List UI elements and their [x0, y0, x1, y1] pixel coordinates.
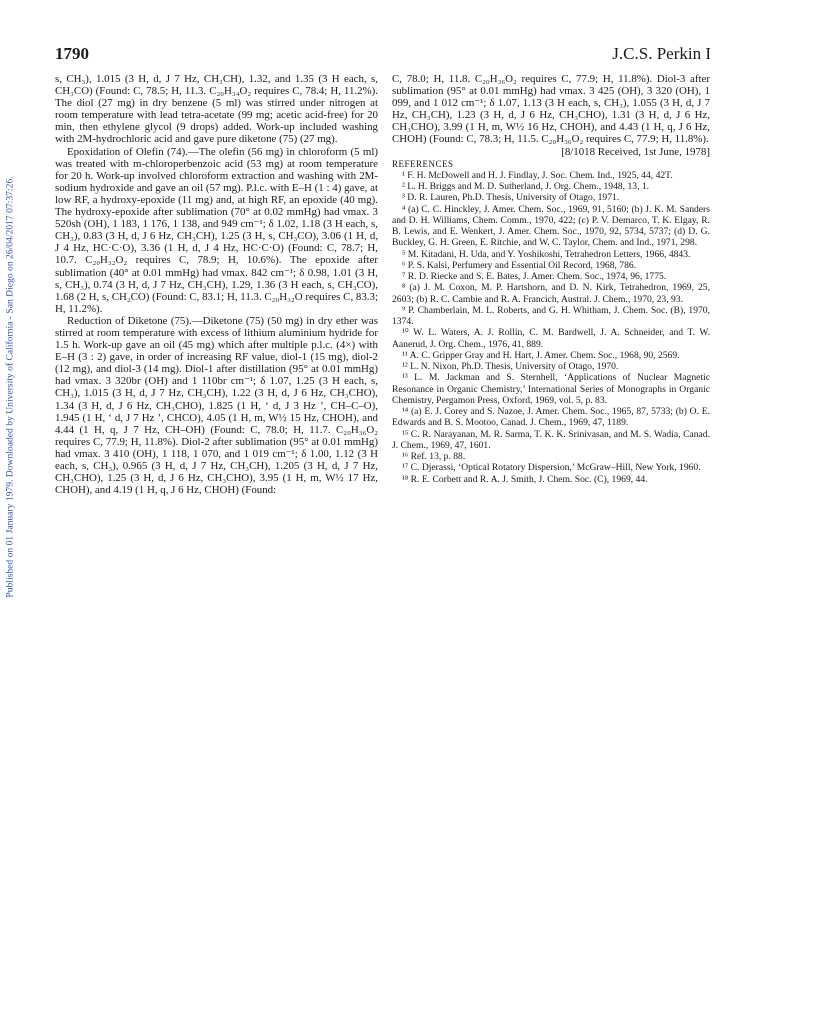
reference-list	[392, 170, 710, 485]
reference-item: ³ D. R. Lauren, Ph.D. Thesis, University of Otago, 1971.	[402, 192, 620, 204]
references-heading: REFERENCES	[392, 158, 454, 169]
paragraph-epoxidation: Epoxidation of Olefin (74).—The olefin (56 mg) in chloroform (5 ml) was treated with m-chloroperbenzoic acid (53 mg) at room temperature for 20 h. Work-up involved chloroform extraction and washing with 2M-sodium hydroxide and gave an oil (57 mg). P.l.c. with E–H (1 : 4) gave, at low RF, a hydroxy-epoxide (11 mg) and, at high RF, an epoxide (40 mg). The hydroxy-epoxide after sublimation (70° at 0.02 mmHg) had νmax. 3 520sh (OH), 1 183, 1 176, 1 138, and 949 cm⁻¹; δ 1.02, 1.18 (3 H each, s, CH₃), 0.83 (3 H, d, J 6 Hz, CH₃CH), 1.25 (3 H, s, CH₃CO), 3.06 (1 H, d, J 4 Hz, HC·C·O), 3.36 (1 H, d, J 4 Hz, HC·C·O) (Found: C, 78.7; H, 10.7. C₂₀H₃₂O₂ requires C, 78.9; H, 10.6%). The epoxide after sublimation (40° at 0.01 mmHg) had νmax. 842 cm⁻¹; δ 0.98, 1.01 (3 H, s, CH₃), 0.74 (3 H, d, J 7 Hz, CH₃CH), 1.29, 1.36 (3 H each, s, CH₃CO), 1.68 (2 H, s, CH₂CO) (Found: C, 83.1; H, 11.3. C₂₀H₃₂O requires C, 83.3; H, 11.2%).	[55, 145, 378, 315]
reference-item: ¹ F. H. McDowell and H. J. Findlay, J. Soc. Chem. Ind., 1925, 44, 42T.	[402, 169, 673, 181]
reference-item: ⁸ (a) J. M. Coxon, M. P. Hartshorn, and D. N. Kirk, Tetrahedron, 1969, 25, 2603; (b) R. C. Cambie and R. A. Francich, Austral. J. Chem., 1970, 23, 93.	[392, 282, 710, 305]
reference-item: ⁹ P. Chamberlain, M. L. Roberts, and G. H. Whitham, J. Chem. Soc. (B), 1970, 1374.	[392, 304, 710, 327]
left-column	[55, 73, 378, 496]
reference-item: ¹¹ A. C. Gripper Gray and H. Hart, J. Amer. Chem. Soc., 1968, 90, 2569.	[402, 349, 680, 361]
reference-item: ¹⁰ W. L. Waters, A. J. Rollin, C. M. Bardwell, J. A. Schneider, and T. W. Aanerud, J. Org. Chem., 1976, 41, 889.	[392, 327, 710, 350]
journal-title: J.C.S. Perkin I	[612, 44, 711, 63]
page-number: 1790	[55, 44, 89, 63]
paragraph-diol-3: C, 78.0; H, 11.8. C₂₀H₃₆O₂ requires C, 77.9; H, 11.8%). Diol-3 after sublimation (95° at 0.01 mmHg) had νmax. 3 425 (OH), 3 320 (OH), 1 099, and 1 012 cm⁻¹; δ 1.07, 1.13 (3 H each, s, CH₃), 1.055 (3 H, d, J 7 Hz, CH₃CH), 1.23 (3 H, d, J 6 Hz, CH₃CHO), 1.31 (3 H, d, J 6 Hz, CH₃CHO), 3.99 (1 H, m, W½ 16 Hz, CHOH), and 4.43 (1 H, q, J 6 Hz, CHOH) (Found: C, 78.3; H, 11.5. C₂₀H₃₆O₂ requires C, 77.9; H, 11.8%).	[392, 73, 710, 146]
paragraph-diol-cleavage: s, CH₃), 1.015 (3 H, d, J 7 Hz, CH₃CH), 1.32, and 1.35 (3 H each, s, CH₃CO) (Found: C, 78.5; H, 11.3. C₂₀H₃₄O₂ requires C, 78.4; H, 11.2%). The diol (27 mg) in dry benzene (5 ml) was stirred under nitrogen at room temperature with lead tetra-acetate (99 mg; acetic acid-free) for 20 min, then ethylene glycol (9 drops) added. Work-up included washing with 2M-hydrochloric acid and gave pure diketone (75) (27 mg).	[55, 73, 378, 146]
reference-item: ¹⁵ C. R. Narayanan, M. R. Sarma, T. K. K. Srinivasan, and M. S. Wadia, Canad. J. Chem., 1969, 47, 1601.	[392, 428, 710, 451]
reference-item: ¹⁶ Ref. 13, p. 88.	[402, 451, 466, 462]
reference-item: ¹² L. N. Nixon, Ph.D. Thesis, University of Otago, 1970.	[402, 361, 619, 372]
download-notice-text: Published on 01 January 1979. Downloaded by University of California - San Diego on 26/04/2017 07:37:26.	[4, 176, 16, 598]
reference-item: ⁶ P. S. Kalsi, Perfumery and Essential Oil Record, 1968, 786.	[402, 259, 637, 271]
reference-item: ¹³ L. M. Jackman and S. Sternhell, ‘Applications of Nuclear Magnetic Resonance in Organic Chemistry,’ International Series of Monographs in Organic Chemistry, Pergamon Press, Oxford, 1969, vol. 5, p. 83.	[392, 372, 710, 406]
right-column	[392, 73, 710, 485]
download-notice[interactable]	[3, 152, 17, 622]
reference-item: ⁷ R. D. Riecke and S. E. Bates, J. Amer. Chem. Soc., 1974, 96, 1775.	[402, 271, 667, 282]
reference-item: ² L. H. Briggs and M. D. Sutherland, J. Org. Chem., 1948, 13, 1.	[402, 181, 650, 192]
reference-item: ⁵ M. Kitadani, H. Uda, and Y. Yoshikoshi, Tetrahedron Letters, 1966, 4843.	[402, 248, 691, 260]
received-date: [8/1018 Received, 1st June, 1978]	[561, 145, 710, 158]
reference-item: ¹⁴ (a) E. J. Corey and S. Nazoe, J. Amer. Chem. Soc., 1965, 87, 5733; (b) O. E. Edwards and B. S. Mootoo, Canad. J. Chem., 1969, 47, 1189.	[392, 406, 710, 429]
reference-item: ¹⁸ R. E. Corbett and R. A. J. Smith, J. Chem. Soc. (C), 1969, 44.	[402, 473, 648, 485]
reference-item: ¹⁷ C. Djerassi, ‘Optical Rotatory Dispersion,’ McGraw–Hill, New York, 1960.	[402, 462, 701, 474]
paragraph-reduction: Reduction of Diketone (75).—Diketone (75) (50 mg) in dry ether was stirred at room temperature with excess of lithium aluminium hydride for 1.5 h. Work-up gave an oil (45 mg) which after multiple p.l.c. (4×) with E–H (3 : 2) gave, in order of increasing RF value, diol-1 (15 mg), diol-2 (12 mg), and diol-3 (14 mg). Diol-1 after distillation (95° at 0.01 mmHg) had νmax. 3 320br (OH) and 1 110br cm⁻¹; δ 1.07, 1.25 (3 H each, s, CH₃), 1.015 (3 H, d, J 7 Hz, CH₃CH), 1.22 (3 H, d, J 6 Hz, CH₃CHO), 1.34 (3 H, d, J 6 Hz, CH₃CHO), 1.825 (1 H, ‘ d, J 3 Hz ’, CH–C–O), 1.945 (1 H, ‘ d, J 7 Hz ’, CHCO), 4.05 (1 H, m, W½ 15 Hz, CHOH), and 4.44 (1 H, q, J 7 Hz, CH–OH) (Found: C, 78.0; H, 11.7. C₂₀H₃₆O₂ requires C, 77.9; H, 11.8%). Diol-2 after sublimation (95° at 0.01 mmHg) had νmax. 3 410 (OH), 1 118, 1 070, and 1 019 cm⁻¹; δ 1.00, 1.12 (3 H each, s, CH₃), 0.965 (3 H, d, J 7 Hz, CH₃CH), 1.205 (3 H, d, J 7 Hz, CH₃CHO), 1.25 (3 H, d, J 6 Hz, CH₃CHO), 3.95 (1 H, m, W½ 17 Hz, CHOH), and 4.19 (1 H, q, J 6 Hz, CHOH) (Found:	[55, 314, 378, 497]
reference-item: ⁴ (a) C. C. Hinckley, J. Amer. Chem. Soc., 1969, 91, 5160; (b) J. K. M. Sanders and D. H. Williams, Chem. Comm., 1970, 422; (c) P. V. Demarco, T. K. Elgay, R. B. Lewis, and E. Wenkert, J. Amer. Chem. Soc., 1970, 92, 5734, 5737; (d) D. G. Buckley, G. H. Green, E. Ritchie, and W. C. Taylor, Chem. and Ind., 1971, 298.	[392, 203, 710, 249]
